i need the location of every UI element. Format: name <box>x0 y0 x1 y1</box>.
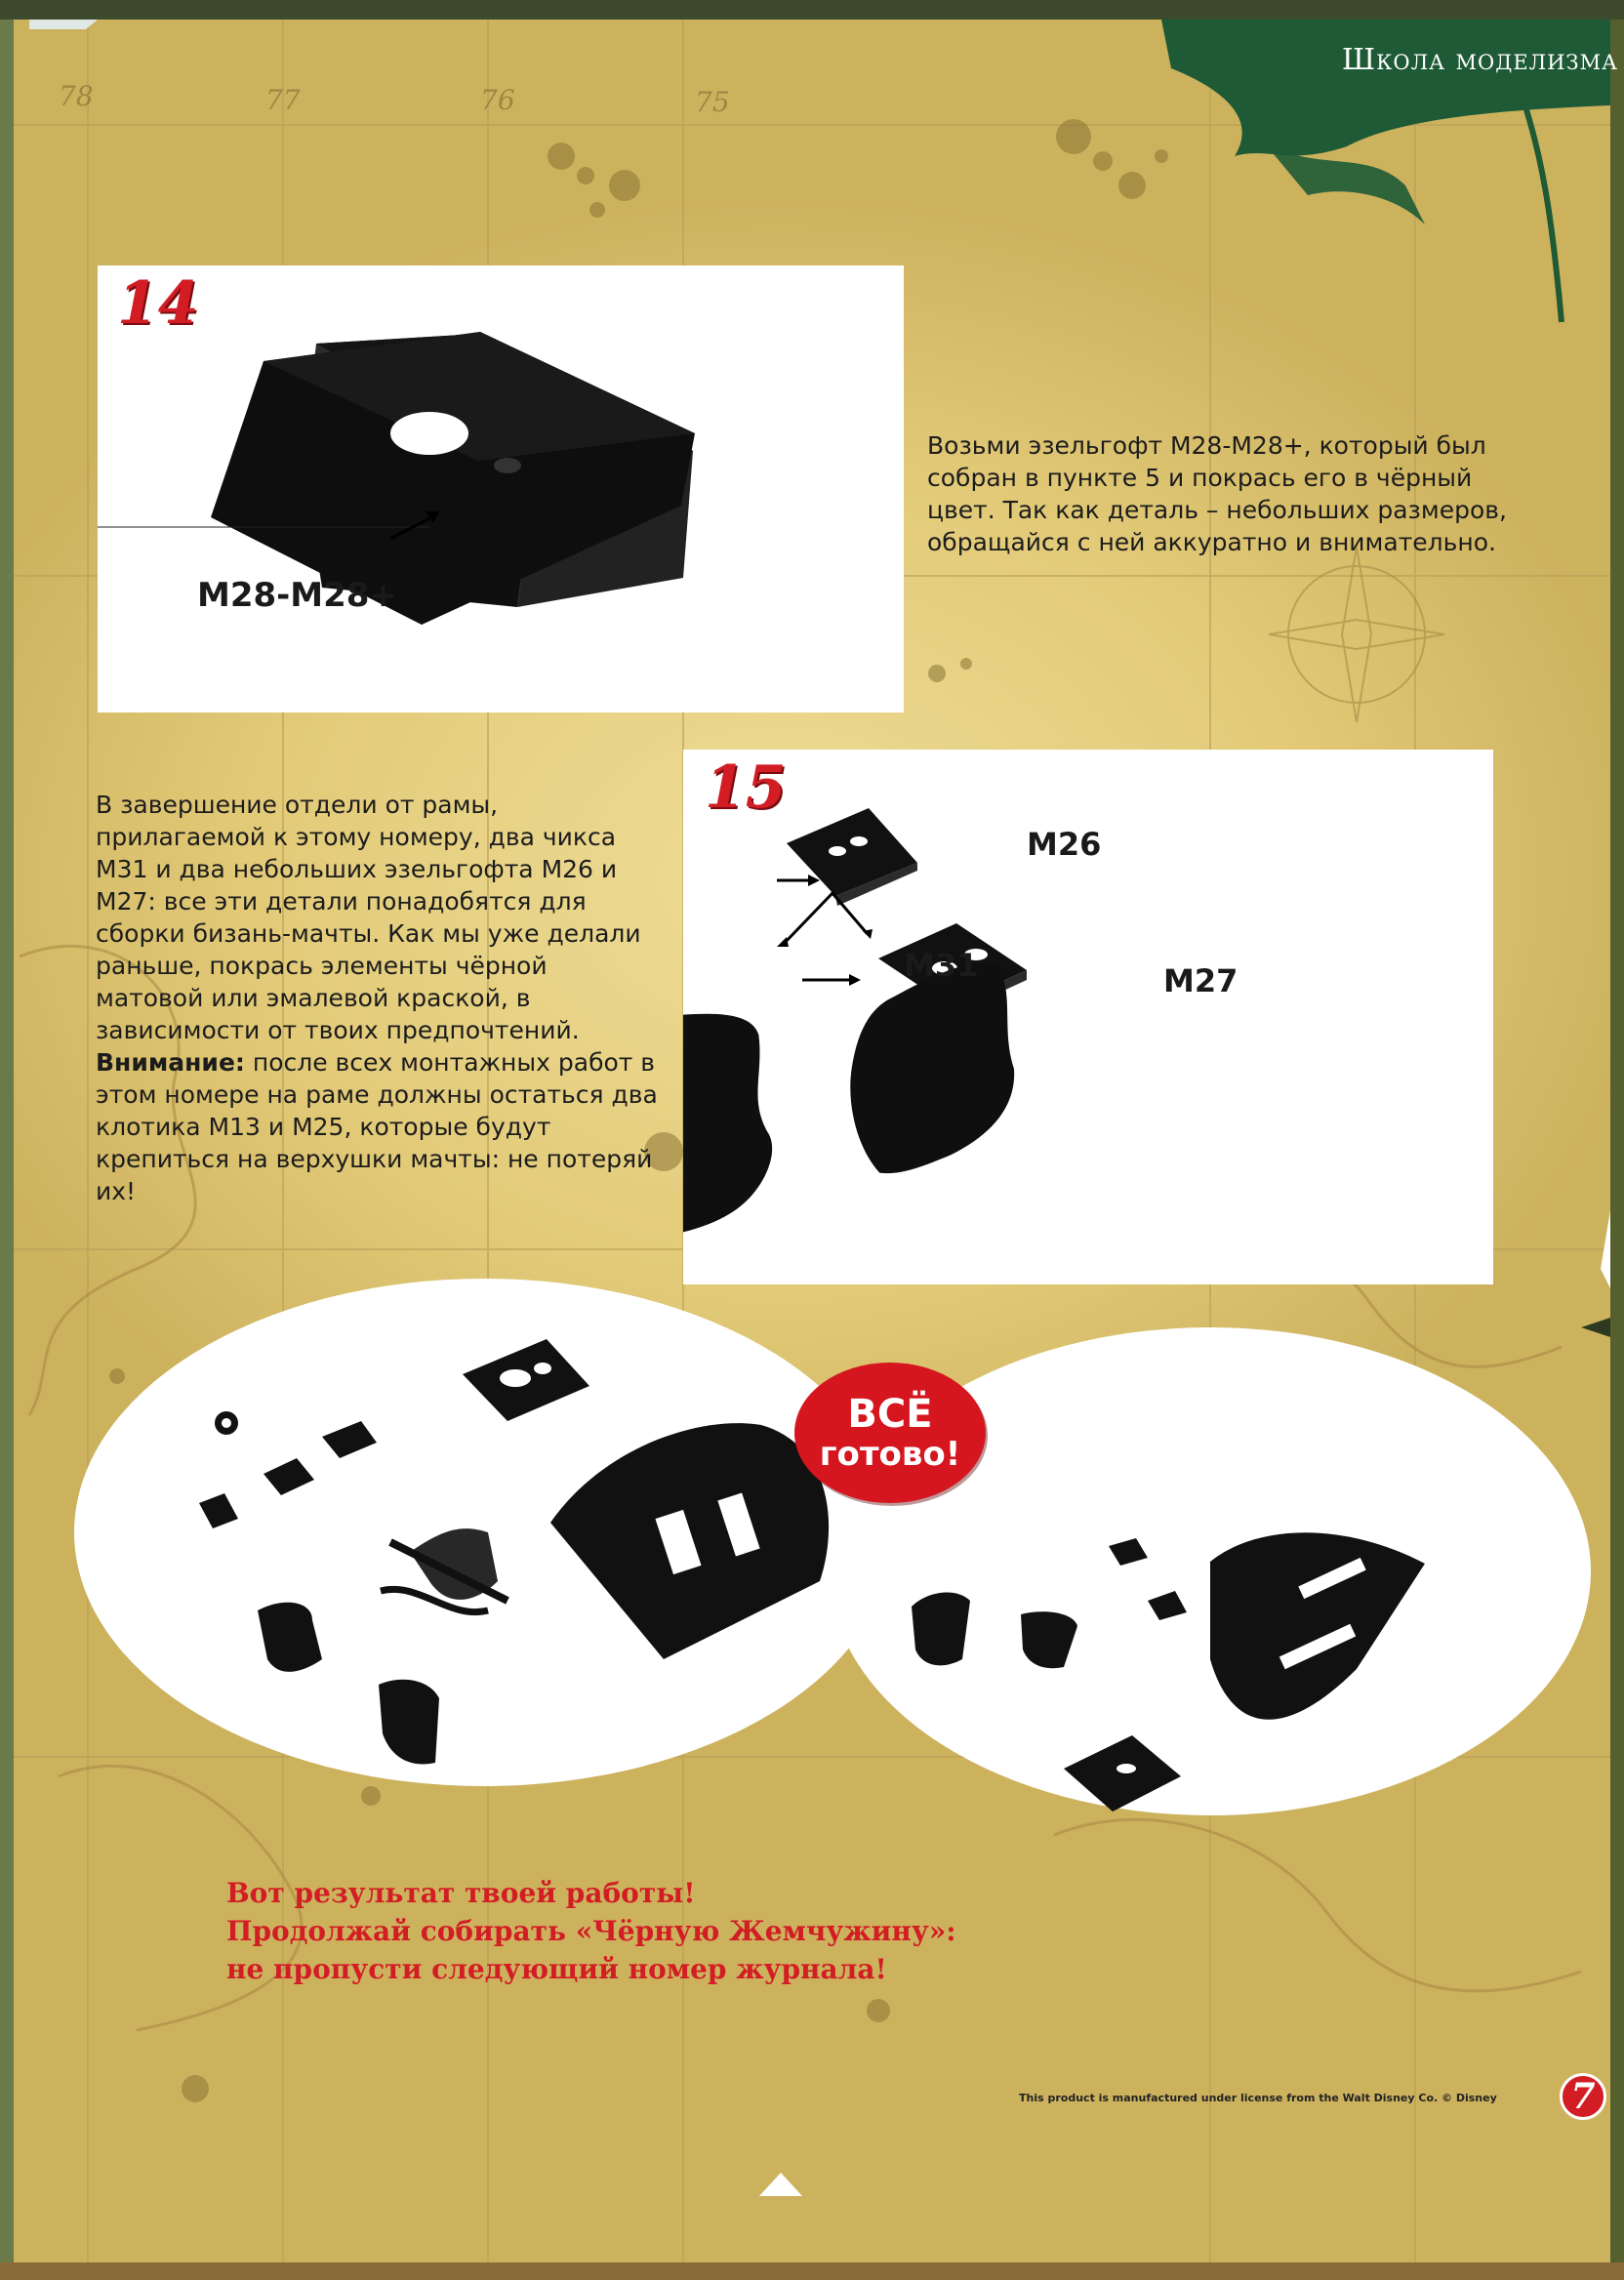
part-label-m27: M27 <box>1163 962 1238 999</box>
warning-label: Внимание: <box>96 1048 245 1077</box>
part-label-m28: M28-M28+ <box>197 576 397 615</box>
result-line-2: Продолжай собирать «Чёрную Жемчужину»: <box>226 1915 956 1947</box>
ready-badge-line1: ВСЁ <box>847 1392 933 1437</box>
ready-badge <box>794 1363 986 1503</box>
map-number-78: 78 <box>59 80 94 112</box>
part-label-m31: M31 <box>904 947 979 984</box>
page-number: 7 <box>1560 2073 1606 2120</box>
part-label-m26-left: M26 <box>1027 826 1102 863</box>
result-line-3: не пропусти следующий номер журнала! <box>226 1953 887 1985</box>
map-number-75: 75 <box>695 86 730 118</box>
result-line-1: Вот результат твоей работы! <box>226 1877 696 1909</box>
map-number-77: 77 <box>265 84 301 116</box>
warning-text: после всех монтажных работ в этом номере на раме должны остаться два клотика M13 и M25, которые будут крепиться на верхушки мачты: не потеряй их! <box>96 1048 658 1205</box>
step-15-text: В завершение отдели от рамы, прилагаемой к этому номеру, два чикса M31 и два небольших эзельгофта M26 и M27: все эти детали понадобятся для сборки бизань-мачты. Как мы уже делали раньше, покрась элементы чёрной матовой или эмалевой краской, в зависимости от твоих предпочтений. <box>96 791 641 1044</box>
license-text: This product is manufactured under license from the Walt Disney Co. © Disney <box>1019 2092 1497 2104</box>
map-number-76: 76 <box>480 84 515 116</box>
ready-badge-line2: готово! <box>819 1435 961 1474</box>
section-title: Школа моделизма <box>1341 43 1618 77</box>
step-15-number: 15 <box>705 753 787 822</box>
result-message <box>226 1874 1007 1988</box>
step-14-number: 14 <box>117 269 199 338</box>
step-14-description: Возьми эзельгофт M28-M28+, который был собран в пункте 5 и покрась его в чёрный цвет. Так как деталь – небольших размеров, обращайся с ней аккуратно и внимательно. <box>927 431 1507 556</box>
